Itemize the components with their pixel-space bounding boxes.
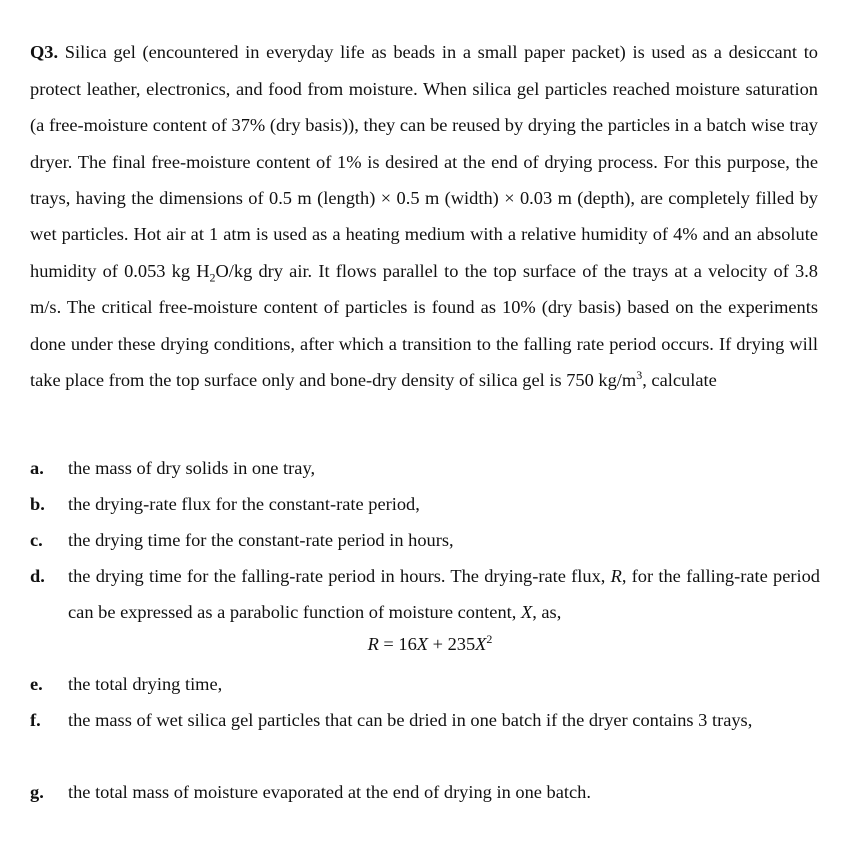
part-c: [30, 522, 820, 558]
part-d-var-r: R: [610, 566, 622, 586]
equation-op: = 16: [378, 634, 417, 654]
rate-equation: [0, 626, 860, 662]
part-b-text: the drying-rate flux for the constant-rate period,: [68, 494, 420, 514]
part-d-text-3: , as,: [532, 602, 562, 622]
intro-text-1: Silica gel (encountered in everyday life as beads in a small paper packet) is used as a desiccant to protect leather, electronics, and food from moisture. When silica gel particles reached moisture saturation (a free-moisture content of 37% (dry basis)), they can be reused by drying the particles in a batch wise tray dryer. The final free-moisture content of 1% is desired at the end of drying process. For this purpose, the trays, having the dimensions of 0.5 m (length) × 0.5 m (width) × 0.03 m (depth), are completely filled by wet particles. Hot air at 1 atm is used as a heating medium with a relative humidity of 4% and an absolute humidity of 0.053 kg H: [30, 42, 818, 281]
part-g-text: the total mass of moisture evaporated at the end of drying in one batch.: [68, 782, 591, 802]
subscript-2: 2: [209, 270, 216, 285]
part-f: [30, 702, 820, 738]
part-d-label: d.: [30, 566, 45, 586]
equation-lhs: R: [367, 634, 379, 654]
part-d-var-x: X: [520, 602, 533, 622]
part-c-label: c.: [30, 530, 43, 550]
part-d-text-1: the drying time for the falling-rate period in hours. The drying-rate flux,: [68, 566, 611, 586]
part-e-text: the total drying time,: [68, 674, 223, 694]
equation-x1: X: [416, 634, 429, 654]
part-e-label: e.: [30, 674, 43, 694]
part-a: [30, 450, 820, 486]
superscript-3: 3: [636, 367, 643, 382]
part-d: [30, 558, 820, 630]
question-intro: [30, 34, 818, 398]
part-c-text: the drying time for the constant-rate period in hours,: [68, 530, 454, 550]
intro-text-2: O/kg dry air. It flows parallel to the top surface of the trays at a velocity of 3.8 m/s. The critical free-moisture content of particles is found as 10% (dry basis) based on the experiments done under these drying conditions, after which a transition to the falling rate period occurs. If drying will take place from the top surface only and bone-dry density of silica gel is 750 kg/m: [30, 260, 818, 391]
part-d-text-2: , for the falling-rate period can be expressed as a parabolic function of moisture content,: [68, 566, 820, 622]
part-b: [30, 486, 820, 522]
part-b-label: b.: [30, 494, 45, 514]
part-f-label: f.: [30, 710, 41, 730]
part-a-label: a.: [30, 458, 44, 478]
intro-text-3: , calculate: [642, 370, 717, 391]
part-e: [30, 666, 820, 702]
equation-exponent: 2: [486, 631, 493, 646]
question-number: Q3.: [30, 42, 59, 63]
equation-plus: + 235: [428, 634, 476, 654]
part-a-text: the mass of dry solids in one tray,: [68, 458, 316, 478]
part-f-text: the mass of wet silica gel particles that can be dried in one batch if the dryer contains 3 trays,: [68, 710, 753, 730]
part-g-label: g.: [30, 782, 44, 802]
equation-x2: X: [475, 634, 487, 654]
part-g: [30, 774, 820, 810]
part-d-text: [68, 558, 820, 630]
